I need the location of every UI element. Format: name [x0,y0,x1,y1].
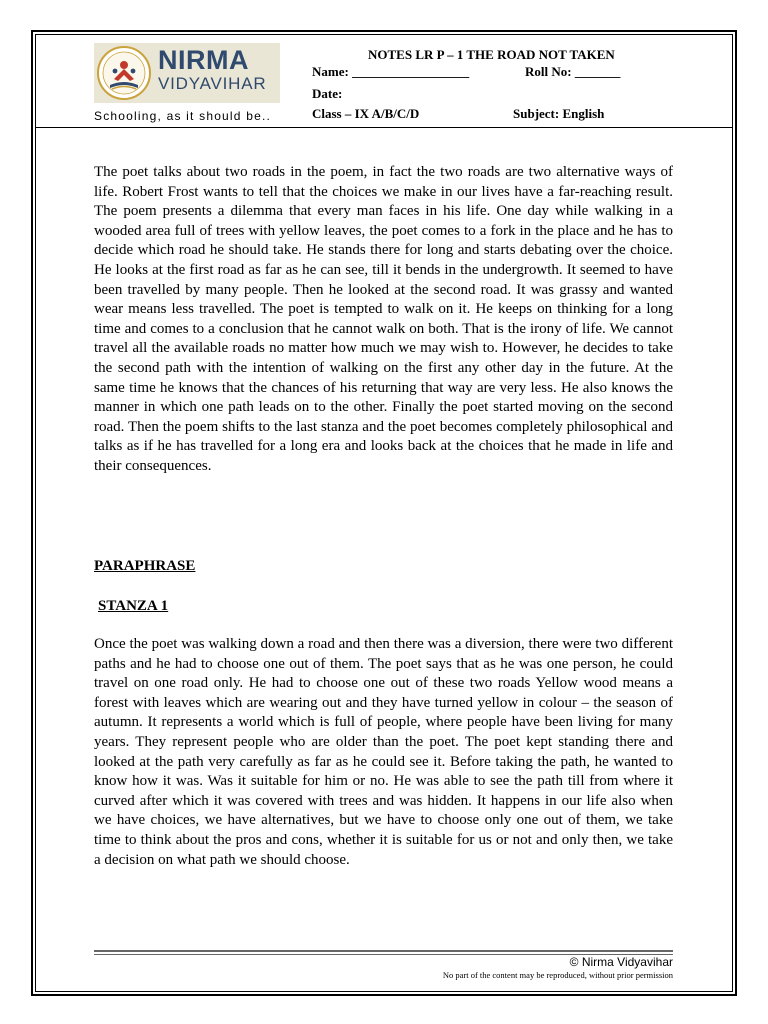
copyright-text: © Nirma Vidyavihar [569,955,673,969]
intro-paragraph: The poet talks about two roads in the poem, in fact the two roads are two alternative ways of life. Robert Frost wants to tell that the choices we make in our lives have a far-reaching result. The poem presents a dilemma that every man faces in his life. One day while walking in a wooded area full of trees with yellow leaves, the poet comes to a fork in the place and he has to decide which road he should take. He stands there for long and starts debating over the choice. He looks at the first road as far as he can see, till it bends in the undergrowth. It seemed to have been travelled by many people. Then he looked at the second road. It was grassy and wanted wear means less travelled. The poet is tempted to walk on it. He keeps on thinking for a long time and comes to a conclusion that he cannot walk on both. That is the irony of life. We cannot travel all the available roads no matter how much we may wish to. However, he decides to take the second path with the intention of walking on the first any other day in the future. At the same time he knows that the chances of his returning that way are very less. He also knows the manner in which one path leads on to the other. Finally the poet started moving on the second road. Then the poem shifts to the last stanza and the poet becomes completely philosophical and talks as if he has travelled for a long era and looks back at the choices that he made in life and their consequences. [94,164,673,474]
reproduction-notice: No part of the content may be reproduced, without prior permission [442,970,673,980]
date-field: Date: [312,86,343,101]
school-subname: VIDYAVIHAR [158,74,267,93]
stanza-heading: STANZA 1 [98,598,169,614]
class-field: Class – IX A/B/C/D [312,106,420,121]
school-name: NIRMA [158,45,249,75]
paraphrase-heading: PARAPHRASE [94,558,196,574]
stanza-paragraph: Once the poet was walking down a road and then there was a diversion, there were two different paths and he had to choose one out of them. The poet says that as he was one person, he could travel on one road only. He had to choose one out of these two roads Yellow wood means a forest with leaves which are wearing out and they have turned yellow in colour – the season of autumn. It represents a world which is full of people, where people have been living for many years. They represent people who are older than the poet. The poet kept standing there and looked at the path very carefully as far as he could see it. Before taking the path, he wanted to know how it was. Was it suitable for him or no. He was able to see the path till from where it curved after which it was covered with trees and was hidden. It happens in our life also when we have choices, we have alternatives, but we have to choose only one out of them, we take time to think about the pros and cons, whether it is suitable for us or not and only then, we take a decision on what path we should choose. [94,636,673,868]
name-field: Name: __________________ [312,64,470,79]
header-divider [36,127,733,128]
school-logo [94,43,280,103]
school-tagline: Schooling, as it should be.. [94,109,272,123]
footer-divider-thick [94,950,673,952]
roll-number-field: Roll No: _______ [525,64,621,79]
notes-title: NOTES LR P – 1 THE ROAD NOT TAKEN [368,47,615,62]
subject-field: Subject: English [513,106,605,121]
school-emblem-icon [96,45,152,101]
